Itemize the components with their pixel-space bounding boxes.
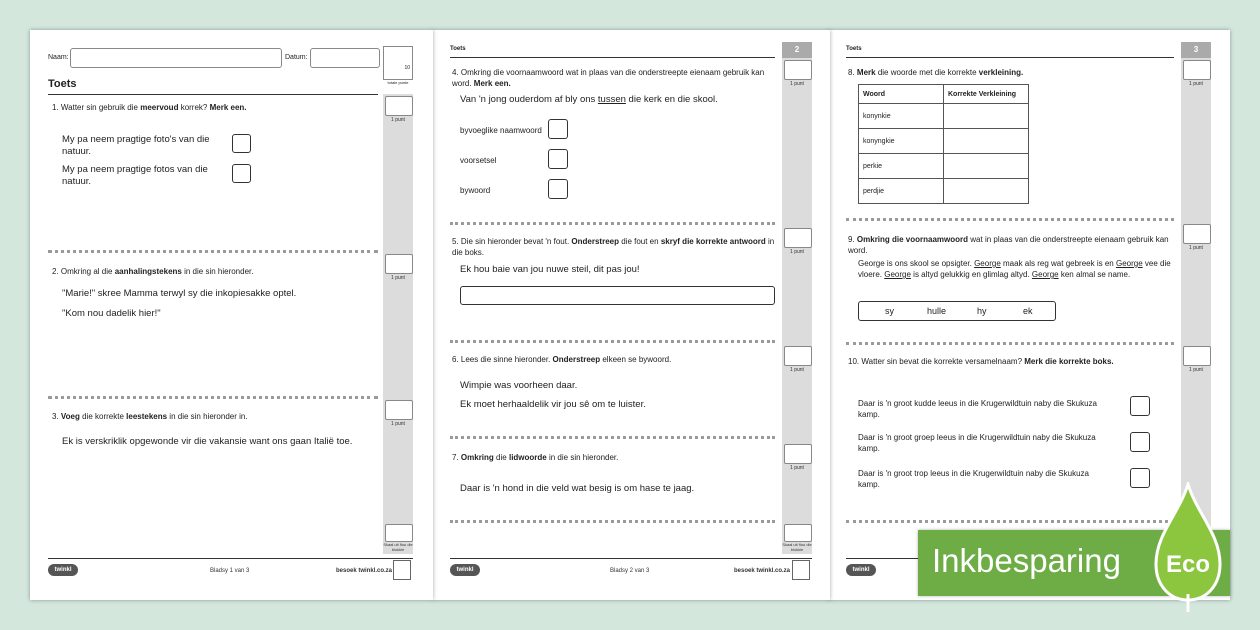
score-box-q9[interactable]	[1183, 224, 1211, 244]
question-text: in die sin hieronder.	[184, 267, 254, 276]
question-text: Die sin hieronder bevat 'n fout.	[460, 237, 570, 246]
score-box-note[interactable]	[385, 524, 413, 542]
footer-page: Bladsy 2 van 3	[610, 568, 650, 574]
question-text: elkeen se bywoord.	[602, 355, 672, 364]
eco-label: Eco	[1165, 551, 1211, 578]
question-keyword: verkleining.	[978, 68, 1024, 77]
question-keyword: Voeg	[60, 412, 80, 421]
twinkl-logo: twinkl	[48, 564, 78, 576]
q4-option-2: voorsetsel	[460, 156, 497, 165]
question-1	[52, 102, 382, 113]
score-column	[782, 58, 812, 554]
table-cell-word: perkie	[859, 154, 944, 179]
question-7	[452, 452, 777, 463]
page-number: 2	[782, 42, 812, 58]
q2-sentence-1: "Marie!" skree Mamma terwyl sy die inkopiesakke optel.	[62, 288, 297, 299]
table-cell-answer[interactable]	[944, 179, 1029, 204]
divider	[48, 250, 378, 253]
table-row	[859, 154, 1029, 179]
question-text: Lees die sinne hieronder.	[460, 355, 551, 364]
divider	[48, 396, 378, 399]
question-text: die woorde met die korrekte	[877, 68, 977, 77]
question-text: in die sin hieronder.	[548, 453, 619, 462]
q6-sentence-2: Ek moet herhaaldelik vir jou sê om te luister.	[460, 399, 646, 410]
question-number: 1.	[52, 103, 59, 112]
q9-passage: George is ons skool se opsigter. George maak als reg wat gebreek is en George vee die vloere. George is altyd gelukkig en glimlag altyd. George ken almal se name.	[858, 259, 1171, 279]
q10-checkbox-2[interactable]	[1130, 432, 1150, 452]
date-label: Datum:	[285, 54, 308, 61]
question-keyword: skryf die korrekte antwoord	[660, 237, 766, 246]
table-row	[859, 129, 1029, 154]
name-field[interactable]	[70, 48, 282, 68]
punt-label: 1 punt	[790, 465, 804, 471]
question-text: die fout en	[621, 237, 659, 246]
divider	[450, 222, 775, 225]
q10-option-1: Daar is 'n groot kudde leeus in die Krugerwildtuin naby die Skukuza kamp.	[858, 399, 1097, 419]
pronoun-option[interactable]: ek	[1023, 306, 1033, 316]
punt-label: 1 punt	[1189, 367, 1203, 373]
punt-label: 1 punt	[1189, 245, 1203, 251]
divider	[846, 520, 1174, 523]
question-keyword: lidwoorde	[508, 453, 547, 462]
question-instruction: Merk een.	[473, 79, 511, 88]
divider	[450, 436, 775, 439]
divider	[846, 342, 1174, 345]
question-6	[452, 354, 777, 365]
score-box-q5[interactable]	[784, 228, 812, 248]
score-box-q1[interactable]	[385, 96, 413, 116]
q10-option-2: Daar is 'n groot groep leeus in die Krugerwildtuin naby die Skukuza kamp.	[858, 433, 1096, 453]
q4-sentence: Van 'n jong ouderdom af bly ons tussen die kerk en die skool.	[460, 94, 718, 105]
pronoun-options-box	[858, 301, 1056, 321]
footer-rule	[48, 558, 413, 559]
question-number: 10.	[848, 357, 860, 366]
question-text: in die boks.	[452, 237, 775, 257]
question-instruction: Merk een.	[209, 103, 247, 112]
question-text: korrek?	[180, 103, 208, 112]
score-box-q2[interactable]	[385, 254, 413, 274]
question-keyword: Omkring	[460, 453, 494, 462]
badge-icon	[393, 560, 411, 580]
diminutive-table	[858, 84, 1029, 204]
question-number: 6.	[452, 355, 459, 364]
q3-sentence: Ek is verskriklik opgewonde vir die vakansie want ons gaan Italië toe.	[62, 436, 353, 447]
table-header: Woord	[859, 85, 944, 104]
page-number: 3	[1181, 42, 1211, 58]
footer-page: Bladsy 1 van 3	[210, 568, 250, 574]
question-text: Omkring die voornaamwoord wat in plaas van die onderstreepte eienaam gebruik kan word.	[452, 68, 765, 88]
underlined-word: tussen	[597, 94, 626, 105]
header-rule	[846, 57, 1174, 58]
q6-sentence-1: Wimpie was voorheen daar.	[460, 380, 578, 391]
question-text: Watter sin bevat die korrekte versamelnaam?	[861, 357, 1023, 366]
question-text: die	[496, 453, 507, 462]
q1-option-2: My pa neem pragtige fotos van die natuur.	[62, 164, 208, 187]
q4-option-1: byvoeglike naamwoord	[460, 126, 542, 135]
q4-checkbox-1[interactable]	[548, 119, 568, 139]
q1-checkbox-1[interactable]	[232, 134, 251, 153]
question-text: die korrekte	[82, 412, 124, 421]
punt-label: 1 punt	[1189, 81, 1203, 87]
table-cell-answer[interactable]	[944, 104, 1029, 129]
underlined-word: George	[884, 270, 911, 279]
score-column	[1181, 58, 1211, 554]
name-label: Naam:	[48, 54, 69, 61]
question-keyword: Onderstreep	[552, 355, 601, 364]
q5-sentence: Ek hou baie van jou nuwe steil, dit pas jou!	[460, 264, 640, 275]
worksheet-page-2	[432, 30, 830, 600]
score-box-q10[interactable]	[1183, 346, 1211, 366]
page-header: Toets	[450, 46, 466, 52]
question-text: Watter sin gebruik die	[60, 103, 138, 112]
q1-checkbox-2[interactable]	[232, 164, 251, 183]
question-9	[848, 234, 1174, 256]
table-row	[859, 179, 1029, 204]
question-number: 2.	[52, 267, 59, 276]
divider	[450, 340, 775, 343]
q7-sentence: Daar is 'n hond in die veld wat besig is om hase te jaag.	[460, 483, 695, 494]
q10-option-3: Daar is 'n groot trop leeus in die Krugerwildtuin naby die Skukuza kamp.	[858, 469, 1089, 489]
q10-checkbox-1[interactable]	[1130, 396, 1150, 416]
side-note: Skaal uit flou die blokkie	[782, 542, 812, 552]
punt-label: 1 punt	[391, 421, 405, 427]
footer-url[interactable]: besoek twinkl.co.za	[336, 568, 393, 574]
q1-option-1: My pa neem pragtige foto's van die natuur.	[62, 134, 210, 157]
question-text: wat in plaas van die onderstreepte eienaam gebruik kan word.	[848, 235, 1169, 255]
underlined-word: George	[974, 259, 1001, 268]
table-row	[859, 104, 1029, 129]
table-cell-word: konyngkie	[859, 129, 944, 154]
question-instruction: Merk die korrekte boks.	[1024, 357, 1114, 366]
table-cell-answer[interactable]	[944, 129, 1029, 154]
score-box-q6[interactable]	[784, 346, 812, 366]
question-text: in die sin hieronder in.	[169, 412, 248, 421]
question-3	[52, 411, 382, 422]
underlined-word: George	[1115, 259, 1143, 268]
eco-leaf-icon	[1150, 482, 1226, 612]
q10-checkbox-3[interactable]	[1130, 468, 1150, 488]
table-cell-word: konynkie	[859, 104, 944, 129]
total-caption: totale punte	[387, 80, 409, 85]
worksheet-page-1	[30, 30, 433, 600]
question-number: 3.	[52, 412, 59, 421]
side-note: Skaal uit flou die blokkie	[383, 542, 413, 552]
divider	[450, 520, 775, 523]
total-score-box	[383, 46, 413, 85]
twinkl-logo: twinkl	[846, 564, 876, 576]
question-number: 9.	[848, 235, 855, 244]
banner-label: Inkbesparing	[932, 542, 1121, 579]
table-header: Korrekte Verkleining	[944, 85, 1029, 104]
title-rule	[48, 94, 378, 95]
question-5	[452, 236, 777, 258]
q4-option-3: bywoord	[460, 186, 491, 195]
q2-sentence-2: "Kom nou dadelik hier!"	[62, 308, 161, 319]
question-10	[848, 356, 1174, 367]
badge-icon	[792, 560, 810, 580]
table-cell-answer[interactable]	[944, 154, 1029, 179]
question-keyword: leestekens	[126, 412, 168, 421]
question-8	[848, 67, 1173, 78]
punt-label: 1 punt	[391, 117, 405, 123]
question-keyword: Merk	[856, 68, 876, 77]
question-2	[52, 266, 382, 277]
header-rule	[450, 57, 775, 58]
score-box-q4[interactable]	[784, 60, 812, 80]
q4-checkbox-2[interactable]	[548, 149, 568, 169]
pronoun-option[interactable]: sy	[885, 306, 894, 316]
footer-url[interactable]: besoek twinkl.co.za	[734, 568, 791, 574]
score-box-q7[interactable]	[784, 444, 812, 464]
divider	[846, 218, 1174, 221]
question-4	[452, 67, 777, 89]
total-score: 10	[404, 65, 410, 71]
date-field[interactable]	[310, 48, 380, 68]
question-keyword: Omkring die voornaamwoord	[856, 235, 969, 244]
question-number: 7.	[452, 453, 459, 462]
score-box-q3[interactable]	[385, 400, 413, 420]
q4-checkbox-3[interactable]	[548, 179, 568, 199]
score-column	[383, 94, 413, 554]
twinkl-logo: twinkl	[450, 564, 480, 576]
page-header: Toets	[846, 46, 862, 52]
punt-label: 1 punt	[790, 367, 804, 373]
question-text: Omkring al die	[60, 267, 113, 276]
question-number: 5.	[452, 237, 459, 246]
punt-label: 1 punt	[790, 81, 804, 87]
question-number: 8.	[848, 68, 855, 77]
question-keyword: Onderstreep	[571, 237, 619, 246]
question-keyword: aanhalingstekens	[114, 267, 182, 276]
table-cell-word: perdjie	[859, 179, 944, 204]
pronoun-option[interactable]: hulle	[927, 306, 947, 316]
score-box-note[interactable]	[784, 524, 812, 542]
punt-label: 1 punt	[790, 249, 804, 255]
question-keyword: meervoud	[140, 103, 179, 112]
question-number: 4.	[452, 68, 459, 77]
page-title: Toets	[48, 78, 77, 90]
footer-rule	[450, 558, 812, 559]
q5-answer-field[interactable]	[460, 286, 775, 305]
punt-label: 1 punt	[391, 275, 405, 281]
pronoun-option[interactable]: hy	[977, 306, 987, 316]
underlined-word: George	[1031, 270, 1059, 279]
score-box-q8[interactable]	[1183, 60, 1211, 80]
